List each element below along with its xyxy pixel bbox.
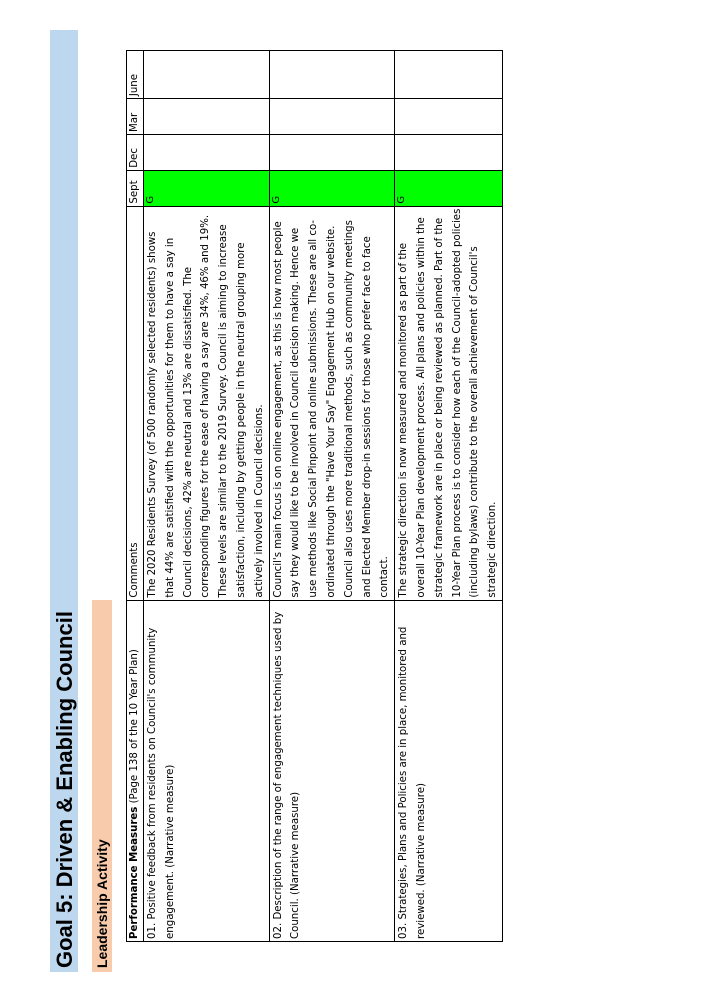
status-mar-cell bbox=[269, 99, 395, 135]
header-comments: Comments bbox=[127, 206, 144, 600]
comments-cell: Council's main focus is on online engagement, as this is how most people say they would like to be involved in Council decision making. Hence we use methods like Social Pinpoint and online submissions. These are all co-ordinated through the "Have Your Say" Engagement Hub on our website. Council also uses more traditional methods, such as community meetings and Elected Member drop-in sessions for those who prefer face to face contact. bbox=[269, 206, 395, 600]
header-sept: Sept bbox=[127, 170, 144, 206]
measure-cell: 02. Description of the range of engagement techniques used by Council. (Narrative measure) bbox=[269, 600, 395, 941]
header-measures-bold: Performance Measures bbox=[129, 806, 140, 939]
header-june: June bbox=[127, 51, 144, 99]
header-measures-note: (Page 138 of the 10 Year Plan) bbox=[129, 649, 140, 807]
comments-cell: The strategic direction is now measured and monitored as part of the overall 10-Year Plan development process. All plans and policies within the strategic framework are in place or being reviewed as planned. Part of the 10-Year Plan process is to consider how each of the Council-adopted policies (including bylaws) contribute to the overall achievement of Council's strategic direction. bbox=[395, 206, 503, 600]
table-row bbox=[269, 51, 395, 942]
status-mar-cell bbox=[144, 99, 270, 135]
status-june-cell bbox=[395, 51, 503, 99]
table-row bbox=[144, 51, 270, 942]
status-sept-cell: G bbox=[144, 170, 270, 206]
goal-title: Goal 5: Driven & Enabling Council bbox=[52, 611, 77, 968]
header-performance-measures bbox=[127, 600, 144, 941]
status-mar-cell bbox=[395, 99, 503, 135]
status-sept-cell: G bbox=[395, 170, 503, 206]
section-title: Leadership Activity bbox=[94, 839, 110, 968]
status-dec-cell bbox=[395, 134, 503, 170]
status-dec-cell bbox=[144, 134, 270, 170]
header-mar: Mar bbox=[127, 99, 144, 135]
status-june-cell bbox=[269, 51, 395, 99]
status-dec-cell bbox=[269, 134, 395, 170]
table-row bbox=[395, 51, 503, 942]
status-june-cell bbox=[144, 51, 270, 99]
measure-cell: 03. Strategies, Plans and Policies are in place, monitored and reviewed. (Narrative measure) bbox=[395, 600, 503, 941]
comments-cell: The 2020 Residents Survey (of 500 randomly selected residents) shows that 44% are satisfied with the opportunities for them to have a say in Council decisions, 42% are neutral and 13% are dissatisfied. The corresponding figures for the ease of having a say are 34%, 46% and 19%. These levels are similar to the 2019 Survey. Council is aiming to increase satisfaction, including by getting people in the neutral grouping more actively involved in Council decisions. bbox=[144, 206, 270, 600]
measure-cell: 01. Positive feedback from residents on Council's community engagement. (Narrative measure) bbox=[144, 600, 270, 941]
table-header-row bbox=[127, 51, 144, 942]
status-sept-cell: G bbox=[269, 170, 395, 206]
header-dec: Dec bbox=[127, 134, 144, 170]
performance-measures-table bbox=[126, 50, 503, 942]
